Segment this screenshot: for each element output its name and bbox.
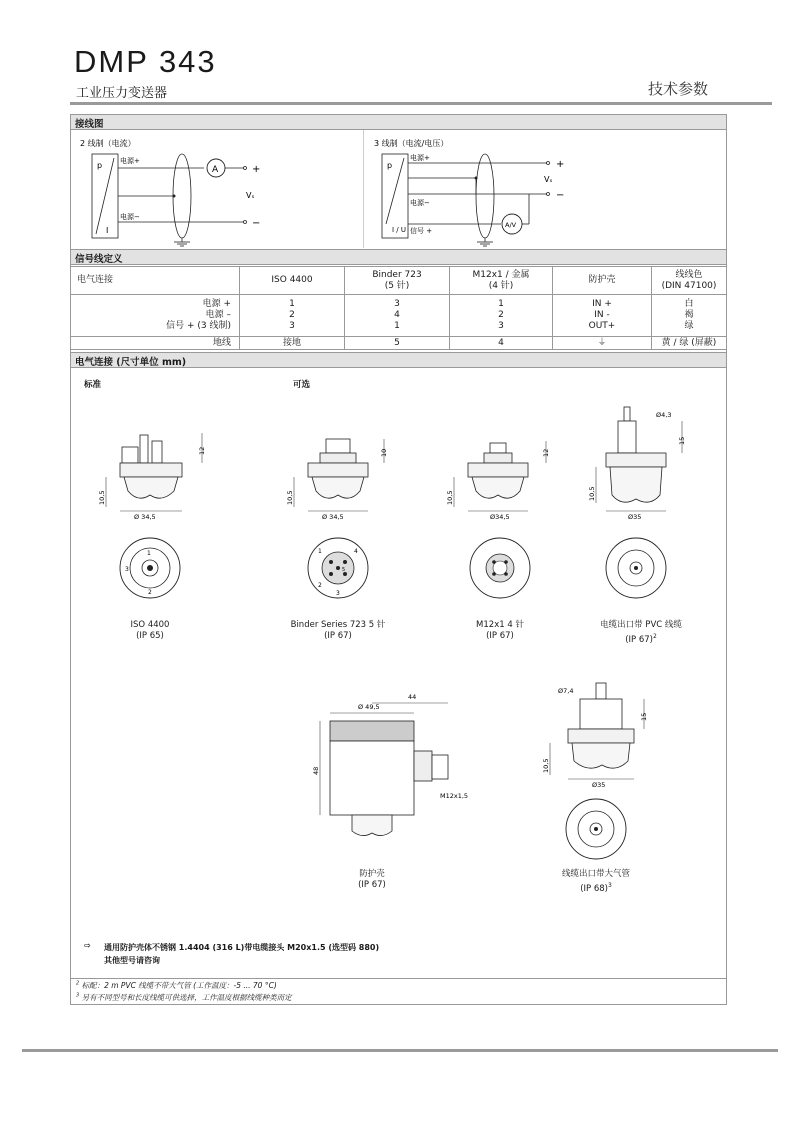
cable-shield-icon xyxy=(173,154,191,238)
footnote-2: $^2$ 标配：2 m PVC 线缆不带大气管 (工作温度：-5 ... 70 °C) xyxy=(76,980,277,990)
svg-text:I: I xyxy=(106,226,109,235)
iso4400-side-view xyxy=(98,433,206,521)
caption-binder: Binder Series 723 5 针 (IP 67) xyxy=(290,620,386,641)
svg-text:48: 48 xyxy=(312,766,320,775)
svg-text:3: 3 xyxy=(125,566,129,573)
svg-text:Vₛ: Vₛ xyxy=(544,175,553,184)
cable-pvc-side-view xyxy=(588,407,686,521)
standard-label: 标准 xyxy=(84,380,102,390)
optional-label: 可选 xyxy=(293,380,311,390)
table-header: ISO 4400 xyxy=(240,267,345,295)
svg-text:Ø35: Ø35 xyxy=(628,513,642,521)
table-cell: 3 4 1 xyxy=(345,295,450,337)
svg-text:p: p xyxy=(387,161,393,170)
table-header: Binder 723 (5 针) xyxy=(345,267,450,295)
table-header: 电气连接 xyxy=(71,267,240,295)
housing-note: 通用防护壳体不锈钢 1.4404 (316 L)带电缆接头 M20x1.5 (选型码 880) xyxy=(104,943,380,952)
three-wire-title: 3 线制（电流/电压） xyxy=(374,139,449,148)
cable-pvc-front-view xyxy=(606,538,666,598)
two-wire-supply-minus: 电源− xyxy=(120,213,140,221)
cable-vent-front-view xyxy=(566,799,626,859)
iso4400-front-view xyxy=(120,538,180,598)
svg-text:电源−: 电源− xyxy=(410,199,430,207)
svg-text:15: 15 xyxy=(640,712,648,721)
svg-text:4: 4 xyxy=(354,548,358,555)
svg-text:M12x1,5: M12x1,5 xyxy=(440,792,469,800)
two-wire-diagram xyxy=(70,130,364,248)
footnote-3: $^3$ 另有不同型号和长度线缆可供选择，工作温度根据线缆种类而定 xyxy=(76,992,292,1002)
svg-text:1: 1 xyxy=(147,550,151,557)
binder-side-view xyxy=(286,439,388,521)
svg-text:1: 1 xyxy=(318,548,322,555)
svg-text:10,5: 10,5 xyxy=(98,490,106,505)
table-cell: IN + IN - OUT+ xyxy=(553,295,652,337)
table-header: 防护壳 xyxy=(553,267,652,295)
m12-side-view xyxy=(446,441,550,521)
contact-note: 其他型号请咨询 xyxy=(104,956,160,965)
svg-text:Ø 34,5: Ø 34,5 xyxy=(134,513,156,521)
connector-drawings xyxy=(70,395,726,915)
table-cell: 地线 xyxy=(71,337,240,350)
arrow-icon: ⇨ xyxy=(84,941,91,950)
footnote-divider xyxy=(70,978,727,979)
m12-front-view xyxy=(470,538,530,598)
svg-text:p: p xyxy=(97,161,103,170)
binder-front-view xyxy=(308,538,368,598)
svg-text:44: 44 xyxy=(408,693,417,701)
cable-vent-side-view xyxy=(542,683,648,789)
svg-text:2: 2 xyxy=(148,589,152,596)
svg-text:10: 10 xyxy=(380,448,388,457)
svg-text:信号 +: 信号 + xyxy=(410,227,433,235)
connections-heading: 电气连接 (尺寸单位 mm) xyxy=(70,352,727,368)
wiring-heading: 接线图 xyxy=(70,114,727,130)
svg-text:12: 12 xyxy=(542,448,550,457)
svg-text:Vₛ: Vₛ xyxy=(246,191,255,200)
caption-cable-pvc: 电缆出口带 PVC 线缆 (IP 67)$^2$ xyxy=(600,620,682,645)
table-cell: 接地 xyxy=(240,337,345,350)
section-title: 技术参数 xyxy=(647,80,708,98)
table-cell: 电源 + 电源 – 信号 + (3 线制) xyxy=(71,295,240,337)
housing-side-view xyxy=(312,693,468,836)
header-divider xyxy=(70,102,772,105)
signal-table xyxy=(70,266,727,350)
signal-heading: 信号线定义 xyxy=(70,249,727,265)
table-cell: 白 褐 绿 xyxy=(652,295,727,337)
svg-text:10,5: 10,5 xyxy=(286,490,294,505)
caption-cable-vent: 线缆出口带大气管 (IP 68)$^3$ xyxy=(561,869,630,894)
svg-text:Ø34,5: Ø34,5 xyxy=(490,513,510,521)
table-cell: 5 xyxy=(345,337,450,350)
table-cell: 1 2 3 xyxy=(450,295,553,337)
table-header: M12x1 / 金属 (4 针) xyxy=(450,267,553,295)
svg-text:Ø 49,5: Ø 49,5 xyxy=(358,703,380,711)
caption-m12: M12x1 4 针 (IP 67) xyxy=(476,620,524,641)
table-header: 线线色 (DIN 47100) xyxy=(652,267,727,295)
two-wire-title: 2 线制（电流） xyxy=(80,139,136,148)
svg-text:+: + xyxy=(252,164,261,175)
three-wire-diagram xyxy=(364,130,726,248)
two-wire-supply-plus: 电源+ xyxy=(120,157,140,165)
svg-text:A: A xyxy=(212,165,219,175)
svg-text:−: − xyxy=(556,190,565,201)
table-cell: 4 xyxy=(450,337,553,350)
svg-text:−: − xyxy=(252,218,261,229)
svg-text:10,5: 10,5 xyxy=(588,486,596,501)
svg-text:Ø4,3: Ø4,3 xyxy=(656,411,672,419)
svg-text:Ø7,4: Ø7,4 xyxy=(558,687,574,695)
caption-iso4400: ISO 4400 (IP 65) xyxy=(130,620,170,641)
svg-text:2: 2 xyxy=(318,582,322,589)
svg-text:A/V: A/V xyxy=(505,221,517,229)
table-cell: 黄 / 绿 (屏蔽) xyxy=(652,337,727,350)
caption-housing: 防护壳 (IP 67) xyxy=(358,869,386,890)
svg-text:10,5: 10,5 xyxy=(542,758,550,773)
product-subtitle: 工业压力变送器 xyxy=(76,86,168,101)
svg-text:Ø35: Ø35 xyxy=(592,781,606,789)
svg-text:12: 12 xyxy=(198,446,206,455)
product-title: DMP 343 xyxy=(74,44,217,79)
svg-text:15: 15 xyxy=(678,436,686,445)
footer-divider xyxy=(22,1049,778,1052)
ground-symbol: ⏚ xyxy=(553,337,652,350)
svg-text:10,5: 10,5 xyxy=(446,490,454,505)
svg-text:电源+: 电源+ xyxy=(410,154,430,162)
cable-shield-icon xyxy=(476,154,494,238)
svg-text:3: 3 xyxy=(336,590,340,597)
table-cell: 1 2 3 xyxy=(240,295,345,337)
svg-text:Ø 34,5: Ø 34,5 xyxy=(322,513,344,521)
svg-text:5: 5 xyxy=(342,567,346,573)
svg-text:+: + xyxy=(556,159,565,170)
svg-text:I / U: I / U xyxy=(392,226,406,234)
